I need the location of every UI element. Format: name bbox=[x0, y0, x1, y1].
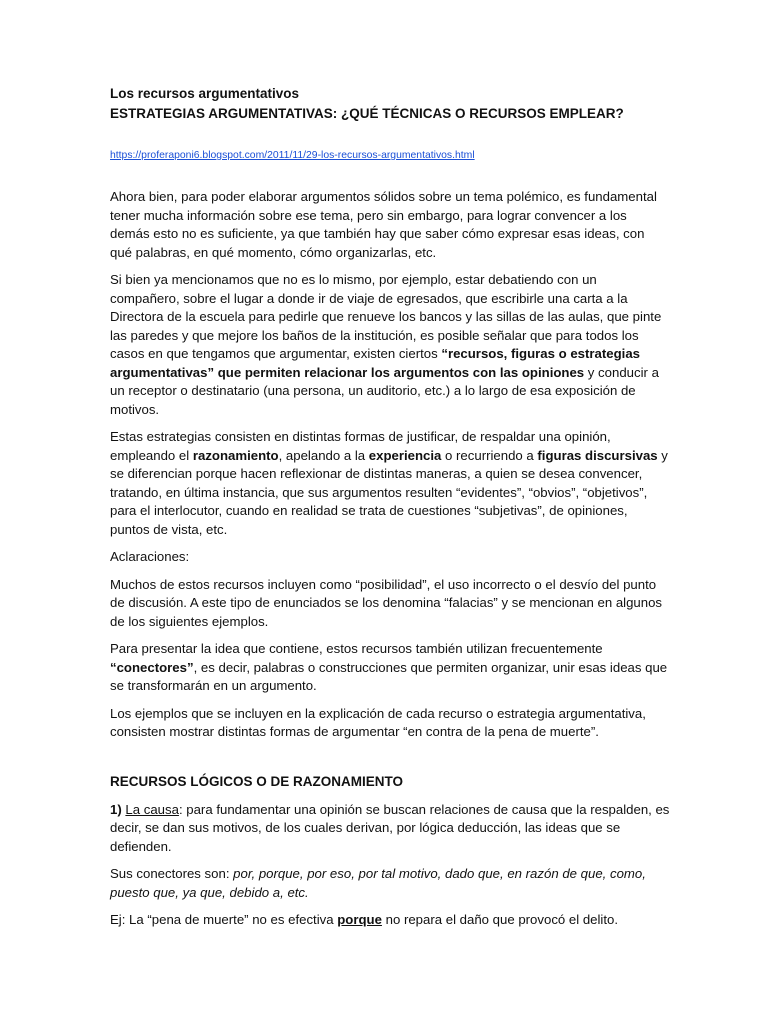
paragraph-strategies-text-a: Si bien ya mencionamos que no es lo mismo, por ejemplo, estar debatiendo con un compañero, sobre el lugar a donde ir de viaje de egresados, que escribirle una carta a la Directora de la escuela para pedirle que renueve los bancos y las sillas de las aulas, que pinte las paredes y que mejore los baños de la institución, es posible señalar que para todos los casos en que tengamos que argumentar, existen ciertos bbox=[110, 272, 662, 361]
paragraph-connectors bbox=[110, 640, 670, 696]
item-number: 1) bbox=[110, 801, 122, 817]
paragraph-cause-example-text-c: no repara el daño que provocó el delito. bbox=[381, 912, 619, 927]
paragraph-cause-text: : para fundamentar una opinión se buscan relaciones de causa que la respalden, es decir, se dan sus motivos, de los cuales derivan, por lógica deducción, las ideas que se defienden. bbox=[110, 801, 670, 854]
paragraph-fallacies: Muchos de estos recursos incluyen como “posibilidad”, el uso incorrecto o el desvío del punto de discusión. A este tipo de enunciados se los denomina “falacias” y se mencionan en algunos de los siguientes ejemplos. bbox=[110, 576, 663, 629]
paragraph-strategies bbox=[110, 271, 670, 419]
term-porque: porque bbox=[337, 912, 382, 927]
term-conectores: “conectores” bbox=[110, 659, 194, 675]
term-la-causa: La causa bbox=[125, 801, 179, 817]
paragraph-clarifications-label: Aclaraciones: bbox=[110, 549, 190, 564]
paragraph-strategies-highlight: “recursos, figuras o estrategias argumentativas” que permiten relacionar los argumentos con las opiniones bbox=[110, 346, 640, 380]
document-subtitle: ESTRATEGIAS ARGUMENTATIVAS: ¿QUÉ TÉCNICAS O RECURSOS EMPLEAR? bbox=[110, 106, 624, 121]
paragraph-justification-text-c: , apelando a la bbox=[278, 447, 369, 463]
paragraph-cause-example bbox=[110, 911, 670, 930]
paragraph-cause-connectors-label: Sus conectores son: bbox=[110, 866, 234, 881]
paragraph-justification-text-a: Estas estrategias consisten en distintas formas de justificar, de respaldar una opinión, empleando el bbox=[110, 429, 611, 463]
term-experiencia: experiencia bbox=[368, 447, 442, 463]
paragraph-cause-connectors bbox=[110, 865, 670, 902]
cause-connectors-list: por, porque, por eso, por tal motivo, dado que, en razón de que, como, puesto que, ya que, debido a, etc. bbox=[110, 866, 646, 900]
term-razonamiento: razonamiento bbox=[192, 447, 279, 463]
paragraph-intro: Ahora bien, para poder elaborar argumentos sólidos sobre un tema polémico, es fundamental tener mucha información sobre ese tema, pero sin embargo, para lograr convencer a los demás esto no es suficiente, ya que también hay que saber cómo expresar esas ideas, con qué palabras, en qué momento, cómo organizarlas, etc. bbox=[110, 189, 657, 260]
term-figuras-discursivas: figuras discursivas bbox=[537, 447, 658, 463]
paragraph-cause bbox=[110, 801, 670, 857]
paragraph-connectors-text-c: , es decir, palabras o construcciones que permiten organizar, unir esas ideas que se transformarán en un argumento. bbox=[110, 659, 668, 693]
paragraph-justification-text-e: o recurriendo a bbox=[441, 447, 538, 463]
document-body bbox=[110, 84, 670, 930]
section-heading-logical: RECURSOS LÓGICOS O DE RAZONAMIENTO bbox=[110, 773, 404, 789]
paragraph-justification-text-g: y se diferencian porque hacen reflexionar de distintas maneras, a quien se desea convencer, tratando, en última instancia, que sus argumentos resulten “evidentes”, “obvios”, “objetivos”, para el interlocutor, cuando en realidad se trata de cuestiones “subjetivas”, de opiniones, puntos de vista, etc. bbox=[110, 447, 668, 537]
paragraph-strategies-text-c: y conducir a un receptor o destinatario (una persona, un auditorio, etc.) a lo largo de esa exposición de motivos. bbox=[110, 364, 659, 417]
paragraph-cause-example-text-a: Ej: La “pena de muerte” no es efectiva bbox=[110, 912, 338, 927]
paragraph-connectors-text-a: Para presentar la idea que contiene, estos recursos también utilizan frecuentemente bbox=[110, 641, 603, 656]
paragraph-justification bbox=[110, 428, 670, 539]
document-title: Los recursos argumentativos bbox=[110, 86, 300, 101]
paragraph-examples: Los ejemplos que se incluyen en la explicación de cada recurso o estrategia argumentativa, consisten mostrar distintas formas de argumentar “en contra de la pena de muerte”. bbox=[110, 705, 646, 739]
source-link[interactable]: https://proferaponi6.blogspot.com/2011/11/29-los-recursos-argumentativos.html bbox=[110, 150, 475, 161]
